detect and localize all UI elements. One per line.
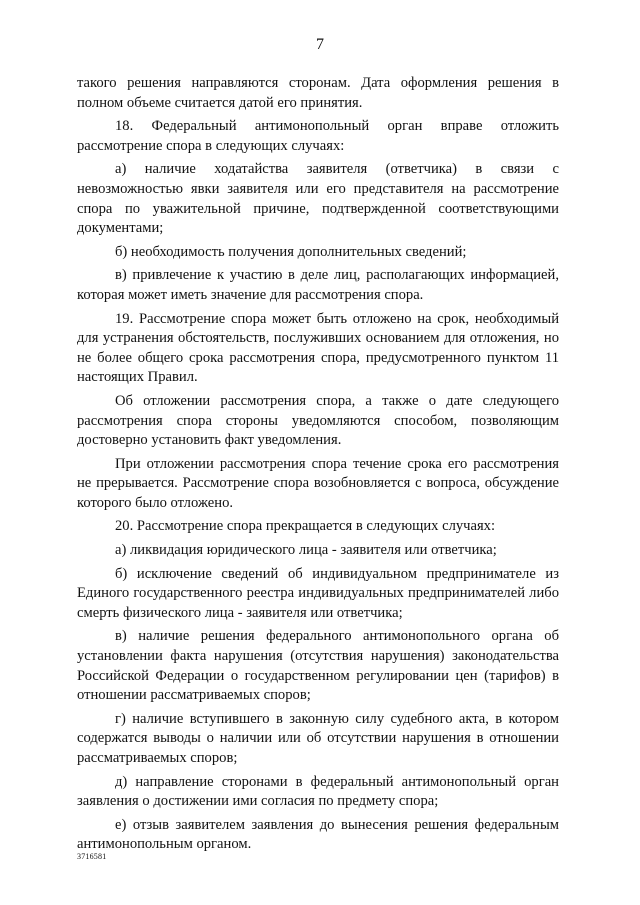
paragraph-item-20e: е) отзыв заявителем заявления до вынесения решения федеральным антимонопольным органом.: [77, 816, 559, 853]
paragraph-item-19: 19. Рассмотрение спора может быть отложено на срок, необходимый для устранения обстоятельств, послуживших основанием для отложения, но не более общего срока рассмотрения спора, предусмотренного пунктом 11 настоящих Правил.: [77, 310, 559, 386]
paragraph-item-18a: а) наличие ходатайства заявителя (ответчика) в связи с невозможностью явки заявителя или его представителя на рассмотрение спора по уважительной причине, подтвержденной соответствующими документами;: [77, 161, 559, 237]
paragraph-item-20a: а) ликвидация юридического лица - заявителя или ответчика;: [115, 542, 497, 559]
paragraph-item-18v: в) привлечение к участию в деле лиц, располагающих информацией, которая может иметь значение для рассмотрения спора.: [77, 267, 559, 303]
document-code: 3716581: [77, 852, 107, 861]
paragraph-postponement-notice: Об отложении рассмотрения спора, а также о дате следующего рассмотрения спора стороны уведомляются способом, позволяющим достоверно установить факт уведомления.: [77, 392, 559, 449]
paragraph-postponement-term: При отложении рассмотрения спора течение срока его рассмотрения не прерывается. Рассмотрение спора возобновляется с вопроса, обсуждение которого было отложено.: [77, 455, 559, 511]
paragraph-item-18b: б) необходимость получения дополнительных сведений;: [115, 243, 467, 260]
paragraph-item-20g: г) наличие вступившего в законную силу судебного акта, в котором содержатся выводы о наличии или об отсутствии нарушения в отношении рассматриваемых споров;: [77, 710, 559, 766]
paragraph-continuation: такого решения направляются сторонам. Дата оформления решения в полном объеме считается датой его принятия.: [77, 75, 559, 111]
paragraph-item-20b: б) исключение сведений об индивидуальном предпринимателе из Единого государственного реестра индивидуальных предпринимателей либо смерть физического лица - заявителя или ответчика;: [77, 565, 559, 621]
page-number: 7: [316, 36, 324, 53]
document-body: [77, 74, 559, 859]
paragraph-item-18: 18. Федеральный антимонопольный орган вправе отложить рассмотрение спора в следующих случаях:: [77, 118, 559, 154]
paragraph-item-20: 20. Рассмотрение спора прекращается в следующих случаях:: [115, 518, 496, 535]
paragraph-item-20d: д) направление сторонами в федеральный антимонопольный орган заявления о достижении ими согласия по предмету спора;: [77, 773, 559, 810]
paragraph-item-20v: в) наличие решения федерального антимонопольного органа об установлении факта нарушения (отсутствия нарушения) законодательства Российской Федерации о государственном регулировании цен (тарифов) в отношении рассматриваемых споров;: [77, 628, 559, 704]
